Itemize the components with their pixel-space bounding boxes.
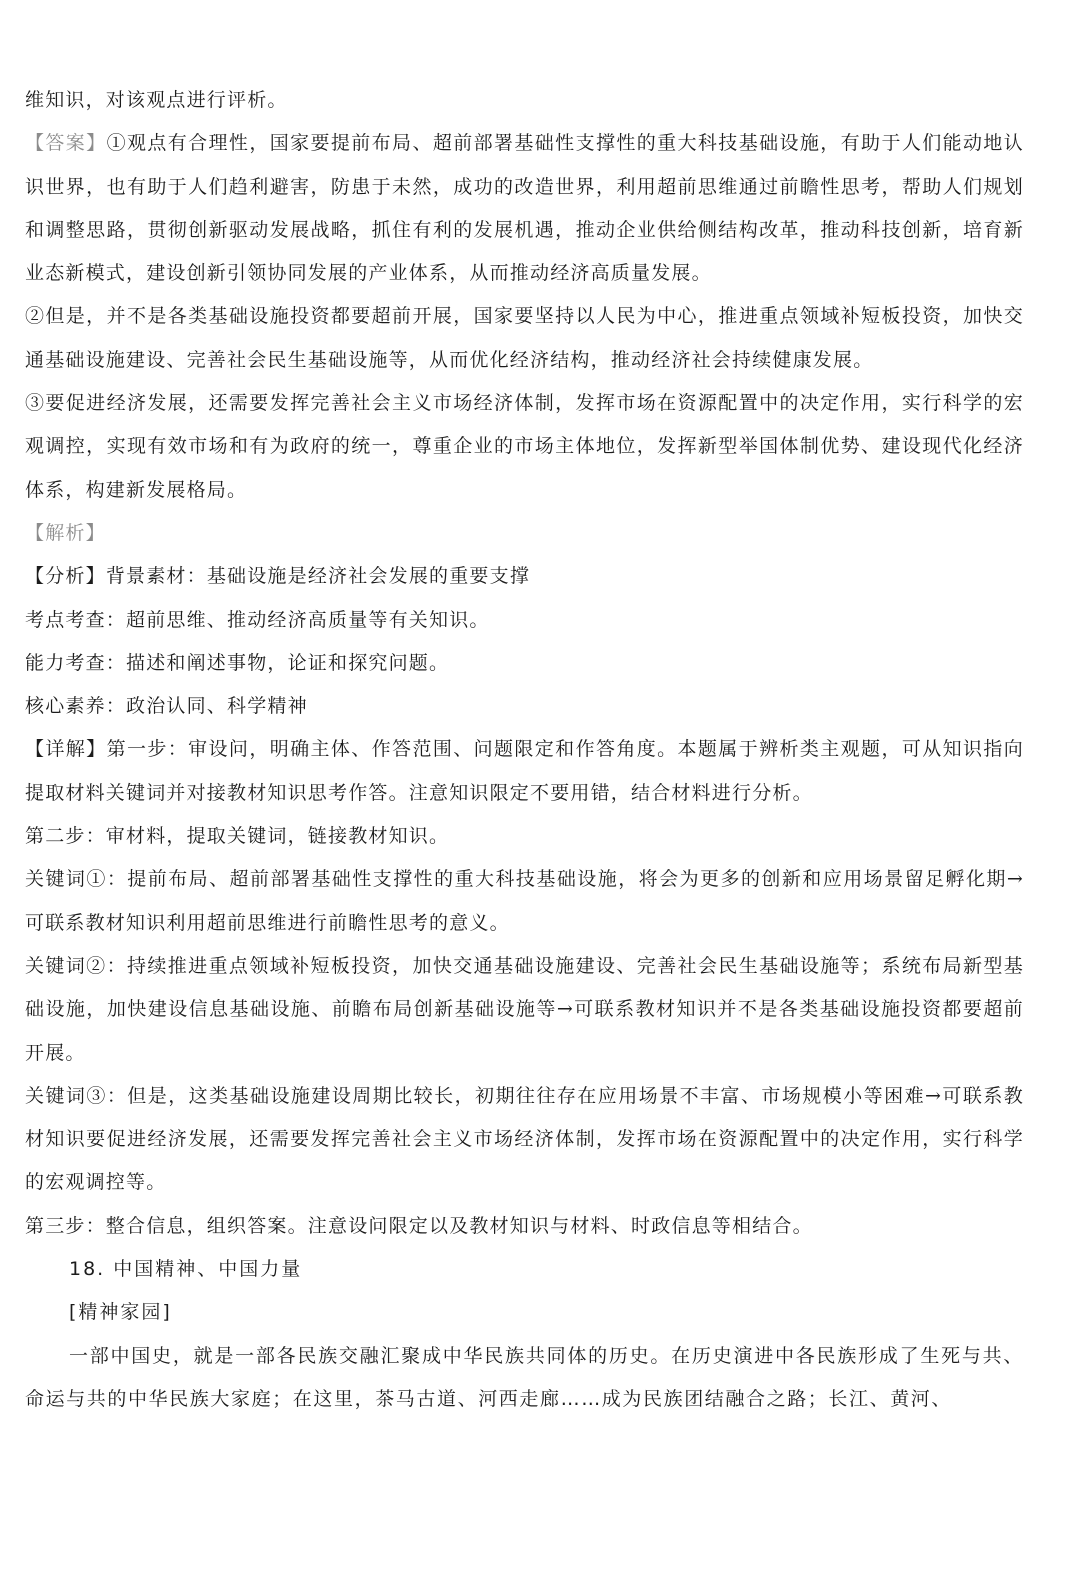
answer-paragraph-1: [25, 122, 1024, 295]
nengli-line: 能力考查：描述和阐述事物，论证和探究问题。: [25, 651, 450, 674]
fenxi-tag: 【分析】: [25, 565, 106, 588]
analysis-tag: 【解析】: [25, 521, 106, 544]
fenxi-text: 背景素材：基础设施是经济社会发展的重要支撑: [105, 565, 531, 588]
question-18-body: 一部中国史，就是一部各民族交融汇聚成中华民族共同体的历史。在历史演进中各民族形成了生死与共、命运与共的中华民族大家庭；在这里，茶马古道、河西走廊……成为民族团结融合之路；长江、黄河、: [25, 1344, 1024, 1410]
answer-tag: 【答案】: [25, 132, 107, 155]
question-18-subtitle: [精神家园]: [69, 1301, 172, 1324]
xiangjie-tag: 【详解】: [25, 738, 107, 761]
xiangjie-text: 第一步：审设问，明确主体、作答范围、问题限定和作答角度。本题属于辨析类主观题，可从知识指向提取材料关键词并对接教材知识思考作答。注意知识限定不要用错，结合材料进行分析。: [25, 738, 1024, 804]
keyword-2-paragraph: 关键词②：持续推进重点领域补短板投资，加快交通基础设施建设、完善社会民生基础设施等；系统布局新型基础设施，加快建设信息基础设施、前瞻布局创新基础设施等→可联系教材知识并不是各类基础设施投资都要超前开展。: [25, 954, 1024, 1064]
keyword-1-paragraph: 关键词①：提前布局、超前部署基础性支撑性的重大科技基础设施，将会为更多的创新和应用场景留足孵化期→可联系教材知识利用超前思维进行前瞻性思考的意义。: [25, 868, 1024, 934]
hexin-line: 核心素养：政治认同、科学精神: [25, 695, 308, 718]
answer-paragraph-3: ③要促进经济发展，还需要发挥完善社会主义市场经济体制，发挥市场在资源配置中的决定作用，实行科学的宏观调控，实现有效市场和有为政府的统一，尊重企业的市场主体地位，发挥新型举国体制优势、建设现代化经济体系，构建新发展格局。: [25, 392, 1024, 501]
xiangjie-paragraph: [25, 728, 1024, 815]
answer-paragraph-2: ②但是，并不是各类基础设施投资都要超前开展，国家要坚持以人民为中心，推进重点领域补短板投资，加快交通基础设施建设、完善社会民生基础设施等，从而优化经济结构，推动经济社会持续健康发展。: [25, 305, 1024, 371]
step2-line: 第二步：审材料，提取关键词，链接教材知识。: [25, 825, 450, 848]
step3-line: 第三步：整合信息，组织答案。注意设问限定以及教材知识与材料、时政信息等相结合。: [25, 1214, 813, 1237]
keyword-3-paragraph: 关键词③：但是，这类基础设施建设周期比较长，初期往往存在应用场景不丰富、市场规模小等困难→可联系教材知识要促进经济发展，还需要发挥完善社会主义市场经济体制，发挥市场在资源配置中的决定作用，实行科学的宏观调控等。: [25, 1084, 1024, 1194]
text-line-intro: 维知识，对该观点进行评析。: [25, 89, 288, 111]
question-18-title: 18. 中国精神、中国力量: [69, 1258, 303, 1281]
answer-text-1: ①观点有合理性，国家要提前布局、超前部署基础性支撑性的重大科技基础设施，有助于人们能动地认识世界，也有助于人们趋利避害，防患于未然，成功的改造世界，利用超前思维通过前瞻性思考，帮助人们规划和调整思路，贯彻创新驱动发展战略，抓住有利的发展机遇，推动企业供给侧结构改革，推动科技创新，培育新业态新模式，建设创新引领协同发展的产业体系，从而推动经济高质量发展。: [25, 132, 1024, 285]
fenxi-paragraph: [25, 555, 1024, 598]
kaodian-line: 考点考查：超前思维、推动经济高质量等有关知识。: [25, 608, 490, 631]
